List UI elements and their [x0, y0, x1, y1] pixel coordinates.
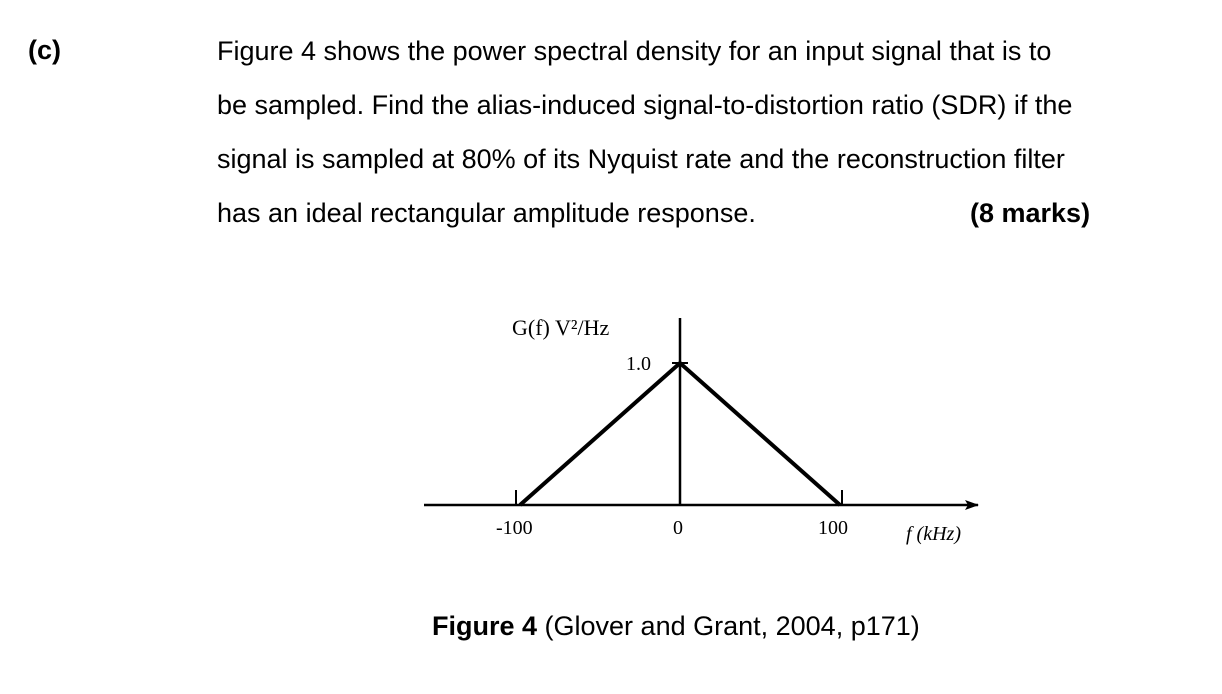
question-part-label: (c)	[28, 35, 61, 65]
x-axis-label: f (kHz)	[906, 523, 961, 545]
question-line-3: signal is sampled at 80% of its Nyquist rate and the reconstruction filter	[217, 144, 1065, 174]
question-line-4-text: has an ideal rectangular amplitude response.	[217, 198, 756, 228]
figure-caption	[432, 606, 920, 646]
question-line-1: Figure 4 shows the power spectral density for an input signal that is to	[217, 36, 1052, 66]
x-tick-label-100: 100	[818, 517, 848, 539]
y-axis-label: G(f) V²/Hz	[512, 315, 610, 340]
x-tick-label-0: 0	[673, 517, 683, 539]
x-tick-label-neg100: -100	[496, 517, 533, 539]
y-tick-label-1: 1.0	[626, 353, 651, 375]
figure-caption-source: (Glover and Grant, 2004, p171)	[537, 611, 920, 641]
marks-label: (8 marks)	[970, 198, 1091, 228]
figure-caption-label: Figure 4	[432, 611, 538, 641]
question-line-2: be sampled. Find the alias-induced signal-to-distortion ratio (SDR) if the	[217, 90, 1073, 120]
